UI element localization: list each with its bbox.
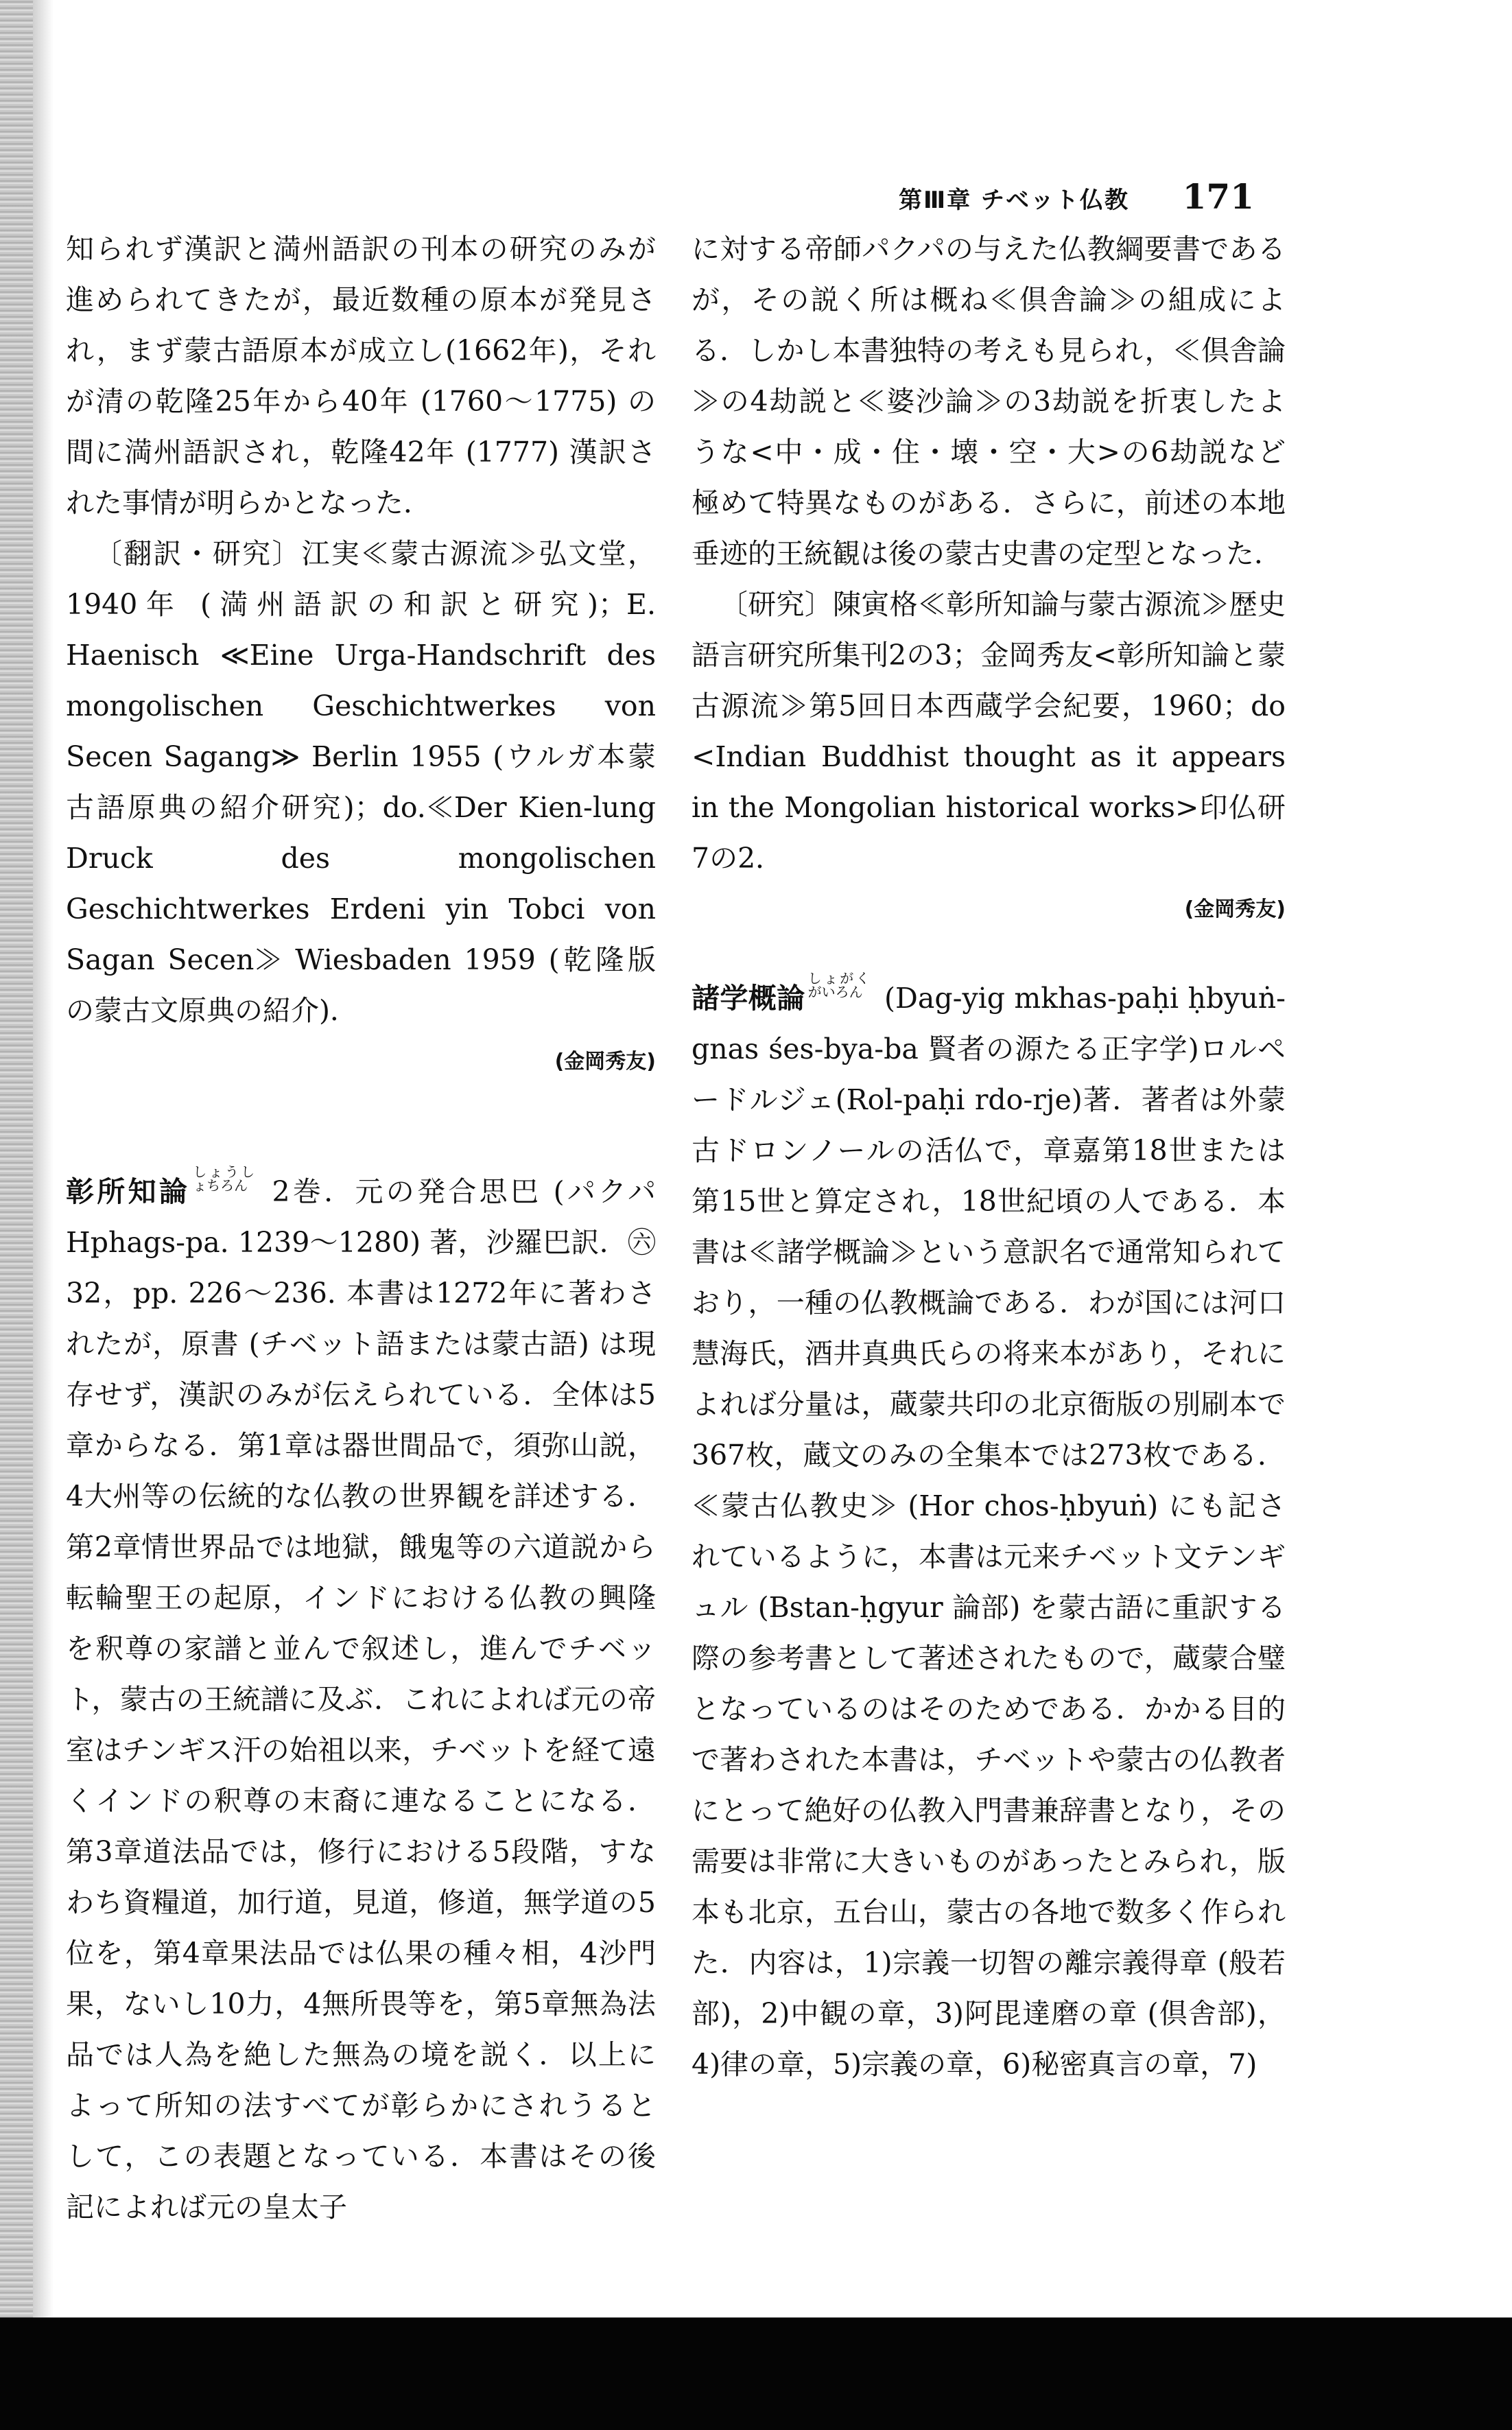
research-references: 〔研究〕陳寅格≪彰所知論与蒙古源流≫歴史語言研究所集刊2の3；金岡秀友<彰所知論と蒙古源流≫第5回日本西蔵学会紀要，1960；do <Indian Buddhist thought as it appears in the Mongolian historical works>印仏研7の2． <box>692 588 1286 875</box>
entry-spacer <box>692 930 1286 971</box>
entry-term: 諸学概論 <box>692 982 805 1015</box>
entry-shogakugairon <box>692 971 1286 2090</box>
entry-ruby: しょがくがいろん <box>807 970 870 1000</box>
left-column <box>66 224 656 2232</box>
entry-body: 2巻．元の発合思巴 (パクパ Hphags-pa. 1239～1280) 著，沙羅巴訳．㊅ 32，pp. 226～236. 本書は1272年に著わされたが，原書 (チベット語または蒙古語) は現存せず，漢訳のみが伝えられている．全体は5章からなる．第1章は器世間品で，須弥山説，4大州等の伝統的な仏教の世界観を詳述する．第2章情世界品では地獄，餓鬼等の六道説から転輪聖王の起原，インドにおける仏教の興隆を釈尊の家譜と並んで叙述し，進んでチベット，蒙古の王統譜に及ぶ．これによれば元の帝室はチンギス汗の始祖以来，チベットを経て遠くインドの釈尊の末裔に連なることになる．第3章道法品では，修行における5段階，すなわち資糧道，加行道，見道，修道，無学道の5位を，第4章果法品では仏果の種々相，4沙門果，ないし10力，4無所畏等を，第5章無為法品では人為を絶した無為の境を説く．以上によって所知の法すべてが彰らかにされうるとして，この表題となっている．本書はその後記によれば元の皇太子 <box>66 1175 657 2223</box>
right-column <box>692 224 1286 2090</box>
author-byline: (金岡秀友) <box>554 1050 656 1074</box>
running-head-chapter: 第Ⅲ章 チベット仏教 <box>899 187 1129 214</box>
scan-shadow-edge <box>0 0 33 2319</box>
translation-references: 〔翻訳・研究〕江実≪蒙古源流≫弘文堂，1940年 (満州語訳の和訳と研究)；E. Haenisch ≪Eine Urga-Handschrift des mongolischen Geschichtwerkes von Secen Sagang≫ Berlin 1955 (ウルガ本蒙古語原典の紹介研究)；do.≪Der Kien-lung Druck des mongolischen Geschichtwerkes Erdeni yin Tobci von Sagan Secen≫ Wiesbaden 1959 (乾隆版の蒙古文原典の紹介)． <box>66 537 656 1027</box>
author-byline: (金岡秀友) <box>1184 897 1286 921</box>
continuation-paragraph: に対する帝師パクパの与えた仏教綱要書であるが，その説く所は概ね≪倶舎論≫の組成による．しかし本書独特の考えも見られ，≪倶舎論≫の4劫説と≪婆沙論≫の3劫説を折衷したような<中・成・住・壊・空・大>の6劫説など極めて特異なものがある．さらに，前述の本地垂迹的王統観は後の蒙古史書の定型となった． <box>692 233 1286 570</box>
entry-body: (Dag-yig mkhas-paḥi ḥbyuṅ-gnas śes-bya-ba 賢者の源たる正字学)ロルペードルジェ(Rol-paḥi rdo-rje)著．著者は外蒙古ドロンノールの活仏で，章嘉第18世または第15世と算定され，18世紀頃の人である．本書は≪諸学概論≫という意訳名で通常知られており，一種の仏教概論である．わが国には河口慧海氏，酒井真典氏らの将来本があり，それによれば分量は，蔵蒙共印の北京衙版の別刷本で367枚，蔵文のみの全集本では273枚である．≪蒙古仏教史≫ (Hor chos-ḥbyuṅ) にも記されているように，本書は元来チベット文テンギュル (Bstan-ḥgyur 論部) を蒙古語に重訳する際の参考書として著述されたもので，蔵蒙合璧となっているのはそのためである．かかる目的で著わされた本書は，チベットや蒙古の仏教者にとって絶好の仏教入門書兼辞書となり，その需要は非常に大きいものがあったとみられ，版本も北京，五台山，蒙古の各地で数多く作られた．内容は，1)宗義一切智の離宗義得章 (般若部)，2)中観の章，3)阿毘達磨の章 (倶舎部)，4)律の章，5)宗義の章，6)秘密真言の章，7) <box>692 982 1286 2081</box>
scan-bottom-bar <box>0 2317 1512 2430</box>
entry-shoshochiron <box>66 1165 656 2232</box>
scan-shadow-gradient <box>33 0 54 2319</box>
entry-ruby: しょうしょちろん <box>193 1164 255 1194</box>
entry-spacer <box>66 1083 656 1165</box>
page-number: 171 <box>1182 176 1254 217</box>
intro-paragraph: 知られず漢訳と満州語訳の刊本の研究のみが進められてきたが，最近数種の原本が発見され，まず蒙古語原本が成立し(1662年)，それが清の乾隆25年から40年 (1760～1775) の間に満州語訳され，乾隆42年 (1777) 漢訳された事情が明らかとなった． <box>66 233 656 519</box>
entry-term: 彰所知論 <box>66 1175 191 1208</box>
